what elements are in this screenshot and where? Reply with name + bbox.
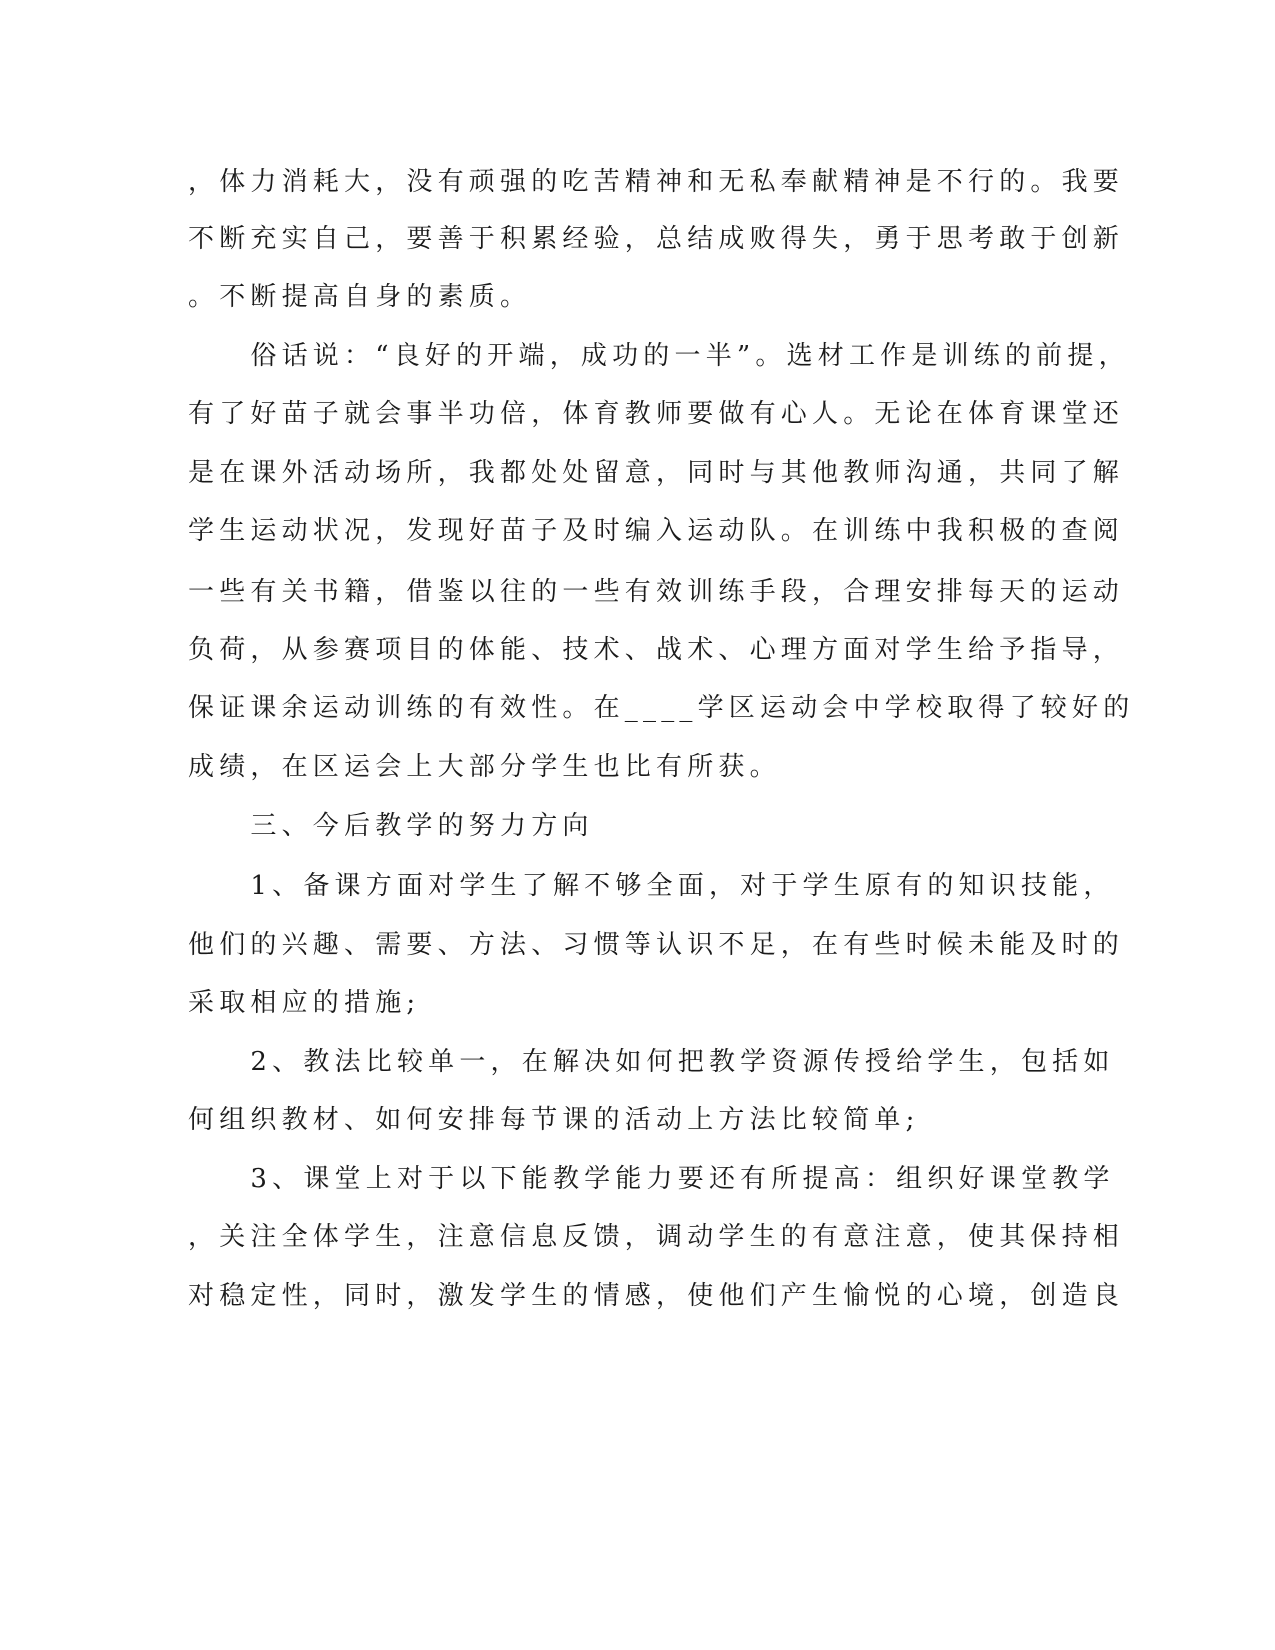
text-line-16: 2、教法比较单一，在解决如何把教学资源传授给学生，包括如 xyxy=(188,1047,1115,1077)
text-line-3: 。不断提高自身的素质。 xyxy=(188,282,532,312)
text-line-9: 负荷，从参赛项目的体能、技术、战术、心理方面对学生给予指导， xyxy=(188,635,1125,665)
section-heading: 三、今后教学的努力方向 xyxy=(188,811,594,841)
text-line-8: 一些有关书籍，借鉴以往的一些有效训练手段，合理安排每天的运动 xyxy=(188,577,1125,607)
text-line-1: ，体力消耗大，没有顽强的吃苦精神和无私奉献精神是不行的。我要 xyxy=(188,167,1125,197)
text-line-20: 对稳定性，同时，激发学生的情感，使他们产生愉悦的心境，创造良 xyxy=(188,1281,1125,1311)
text-line-11: 成绩，在区运会上大部分学生也比有所获。 xyxy=(188,752,781,782)
text-line-13: 1、备课方面对学生了解不够全面，对于学生原有的知识技能， xyxy=(188,871,1115,901)
text-line-7: 学生运动状况，发现好苗子及时编入运动队。在训练中我积极的查阅 xyxy=(188,516,1125,546)
text-line-19: ，关注全体学生，注意信息反馈，调动学生的有意注意，使其保持相 xyxy=(188,1222,1125,1252)
text-line-17: 何组织教材、如何安排每节课的活动上方法比较简单; xyxy=(188,1105,920,1135)
text-line-15: 采取相应的措施; xyxy=(188,988,421,1018)
text-line-18: 3、课堂上对于以下能教学能力要还有所提高：组织好课堂教学 xyxy=(188,1164,1115,1194)
text-line-4: 俗话说：“良好的开端，成功的一半”。选材工作是训练的前提， xyxy=(188,341,1130,371)
text-line-14: 他们的兴趣、需要、方法、习惯等认识不足，在有些时候未能及时的 xyxy=(188,930,1125,960)
text-line-6: 是在课外活动场所，我都处处留意，同时与其他教师沟通，共同了解 xyxy=(188,458,1125,488)
text-line-2: 不断充实自己，要善于积累经验，总结成败得失，勇于思考敢于创新 xyxy=(188,224,1125,254)
text-line-10: 保证课余运动训练的有效性。在____学区运动会中学校取得了较好的 xyxy=(188,693,1135,723)
text-line-5: 有了好苗子就会事半功倍，体育教师要做有心人。无论在体育课堂还 xyxy=(188,399,1125,429)
